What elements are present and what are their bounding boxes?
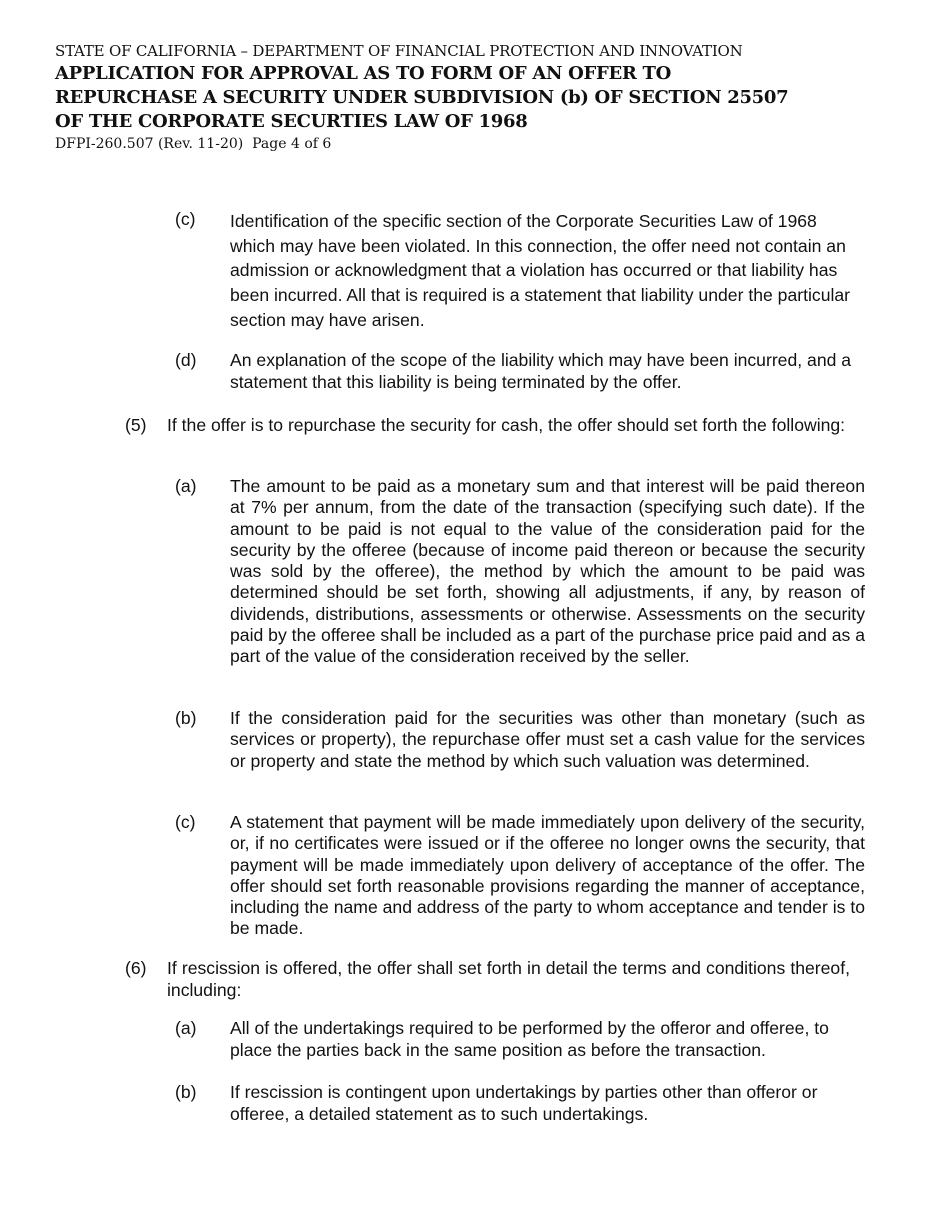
agency-name: STATE OF CALIFORNIA – DEPARTMENT OF FINANCIAL PROTECTION AND INNOVATION	[55, 42, 743, 60]
item-text: Identification of the specific section of the Corporate Securities Law of 1968 which may have been violated. In this connection, the offer need not contain an admission or acknowledgment that a violation has occurred or that liability has been incurred. All that is required is a statement that liability under the particular section may have arisen.	[230, 211, 851, 330]
item-number: (a)	[175, 476, 197, 496]
document-header	[55, 41, 815, 153]
item-number: (6)	[125, 958, 147, 978]
item-text: If the offer is to repurchase the security for cash, the offer should set forth the following:	[167, 415, 846, 435]
item-number: (d)	[175, 350, 197, 370]
item-text: A statement that payment will be made immediately upon delivery of the security, or, if no certificates were issued or if the offeree no longer owns the security, that payment will be made immediately upon delivery of acceptance of the offer. The offer should set forth reasonable provisions regarding the manner of acceptance, including the name and address of the party to whom acceptance and tender is to be made.	[230, 812, 865, 939]
item-number: (c)	[175, 812, 196, 832]
form-id-page-number: DFPI-260.507 (Rev. 11-20) Page 4 of 6	[55, 136, 332, 152]
item-text: If the consideration paid for the securities was other than monetary (such as services or property), the repurchase offer must set a cash value for the services or property and state the method by which such valuation was determined.	[230, 708, 865, 771]
form-title: APPLICATION FOR APPROVAL AS TO FORM OF AN OFFER TO REPURCHASE A SECURITY UNDER SUBDIVISION (b) OF SECTION 25507 OF THE CORPORATE SECURTIES LAW OF 1968	[55, 63, 789, 132]
item-number: (b)	[175, 708, 197, 728]
item-number: (5)	[125, 415, 147, 435]
item-text: An explanation of the scope of the liability which may have been incurred, and a statement that this liability is being terminated by the offer.	[230, 350, 852, 392]
item-number: (a)	[175, 1018, 197, 1038]
item-text: The amount to be paid as a monetary sum and that interest will be paid thereon at 7% per annum, from the date of the transaction (specifying such date). If the amount to be paid is not equal to the value of the consideration paid for the security by the offeree (because of income paid thereon or because the security was sold by the offeree), the method by which the amount to be paid was determined should be set forth, showing all adjustments, if any, by reason of dividends, distributions, assessments or otherwise. Assessments on the security paid by the offeree shall be included as a part of the purchase price paid and as a part of the value of the consideration received by the seller.	[230, 476, 865, 667]
item-text: If rescission is contingent upon undertakings by parties other than offeror or offeree, a detailed statement as to such undertakings.	[230, 1082, 818, 1124]
item-text: All of the undertakings required to be performed by the offeror and offeree, to place the parties back in the same position as before the transaction.	[230, 1018, 829, 1060]
item-number: (c)	[175, 209, 196, 229]
item-text: If rescission is offered, the offer shall set forth in detail the terms and conditions thereof, including:	[167, 958, 850, 1000]
item-number: (b)	[175, 1082, 197, 1102]
